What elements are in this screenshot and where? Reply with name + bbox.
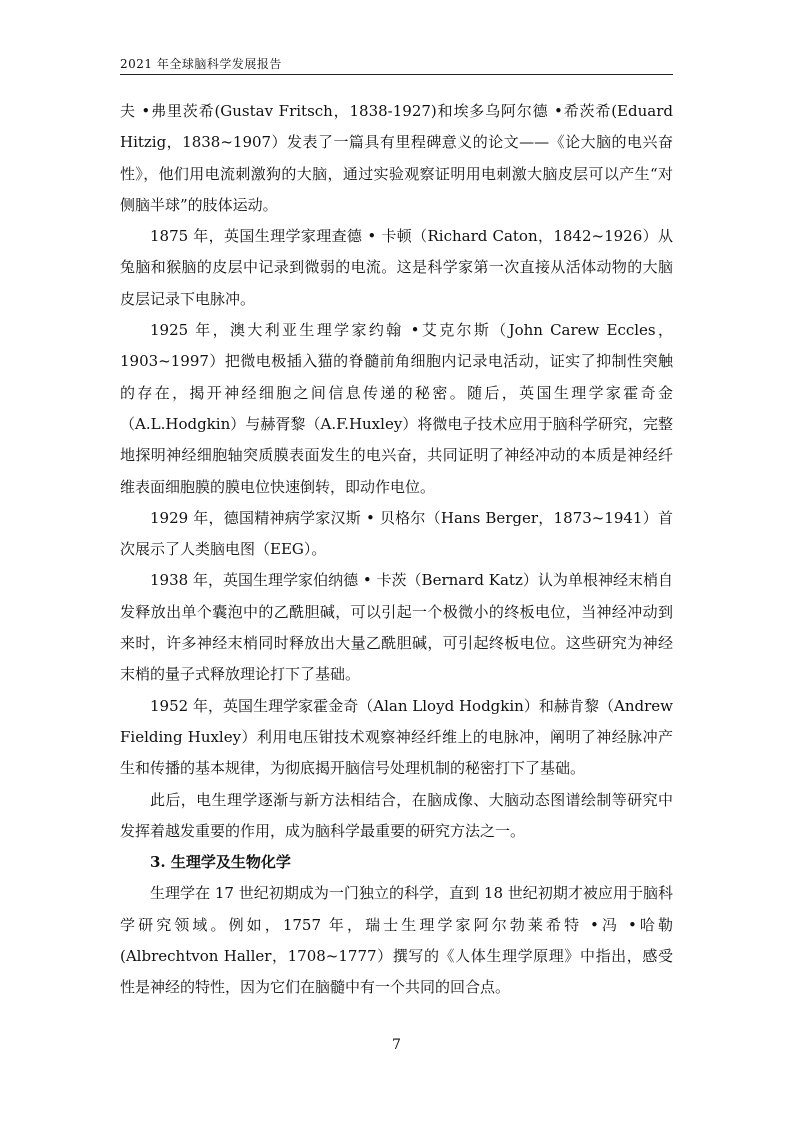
paragraph-1938: 1938 年，英国生理学家伯纳德 • 卡茨（Bernard Katz）认为单根神经末梢自发释放出单个囊泡中的乙酰胆碱，可以引起一个极微小的终板电位，当神经冲动到来时，许多神经末梢同时释放出大量乙酰胆碱，可引起终板电位。这些研究为神经末梢的量子式释放理论打下了基础。	[120, 571, 673, 684]
running-header: 2021 年全球脑科学发展报告	[120, 57, 282, 71]
page-number: 7	[392, 1037, 401, 1053]
paragraph-1875: 1875 年，英国生理学家理查德 • 卡顿（Richard Caton，1842~1926）从兔脑和猴脑的皮层中记录到微弱的电流。这是科学家第一次直接从活体动物的大脑皮层记录下电脉冲。	[120, 227, 673, 308]
section-heading: 3. 生理学及生物化学	[150, 853, 291, 872]
paragraph-1929: 1929 年，德国精神病学家汉斯 • 贝格尔（Hans Berger，1873~1941）首次展示了人类脑电图（EEG）。	[120, 508, 673, 559]
paragraph-1952: 1952 年，英国生理学家霍金奇（Alan Lloyd Hodgkin）和赫肯黎（Andrew Fielding Huxley）利用电压钳技术观察神经纤维上的电脉冲，阐明了神经脉冲产生和传播的基本规律，为彻底揭开脑信号处理机制的秘密打下了基础。	[120, 696, 673, 778]
header-rule	[120, 74, 673, 75]
paragraph-1925: 1925 年，澳大利亚生理学家约翰 •艾克尔斯（John Carew Eccles，1903~1997）把微电极插入猫的脊髓前角细胞内记录电活动，证实了抑制性突触的存在，揭开神经细胞之间信息传递的秘密。随后，英国生理学家霍奇金（A.L.Hodgkin）与赫胥黎（A.F.Huxley）将微电子技术应用于脑科学研究，完整地探明神经细胞轴突质膜表面发生的电兴奋，共同证明了神经冲动的本质是神经纤维表面细胞膜的膜电位快速倒转，即动作电位。	[120, 321, 673, 496]
paragraph-summary: 此后，电生理学逐渐与新方法相结合，在脑成像、大脑动态图谱绘制等研究中发挥着越发重要的作用，成为脑科学最重要的研究方法之一。	[120, 790, 673, 840]
document-body	[120, 96, 673, 1004]
paragraph-physiology: 生理学在 17 世纪初期成为一门独立的科学，直到 18 世纪初期才被应用于脑科学研究领域。例如，1757 年，瑞士生理学家阿尔勃莱希特 •冯 •哈勒(Albrechtvon Haller，1708~1777）撰写的《人体生理学原理》中指出，感受性是神经的特性，因为它们在脑髓中有一个共同的回合点。	[120, 884, 673, 997]
paragraph-continued: 夫 •弗里茨希(Gustav Fritsch，1838-1927)和埃多乌阿尔德 •希茨希(Eduard Hitzig，1838~1907）发表了一篇具有里程碑意义的论文——《论大脑的电兴奋性》，他们用电流刺激狗的大脑，通过实验观察证明用电刺激大脑皮层可以产生“对侧脑半球”的肢体运动。	[120, 102, 673, 214]
